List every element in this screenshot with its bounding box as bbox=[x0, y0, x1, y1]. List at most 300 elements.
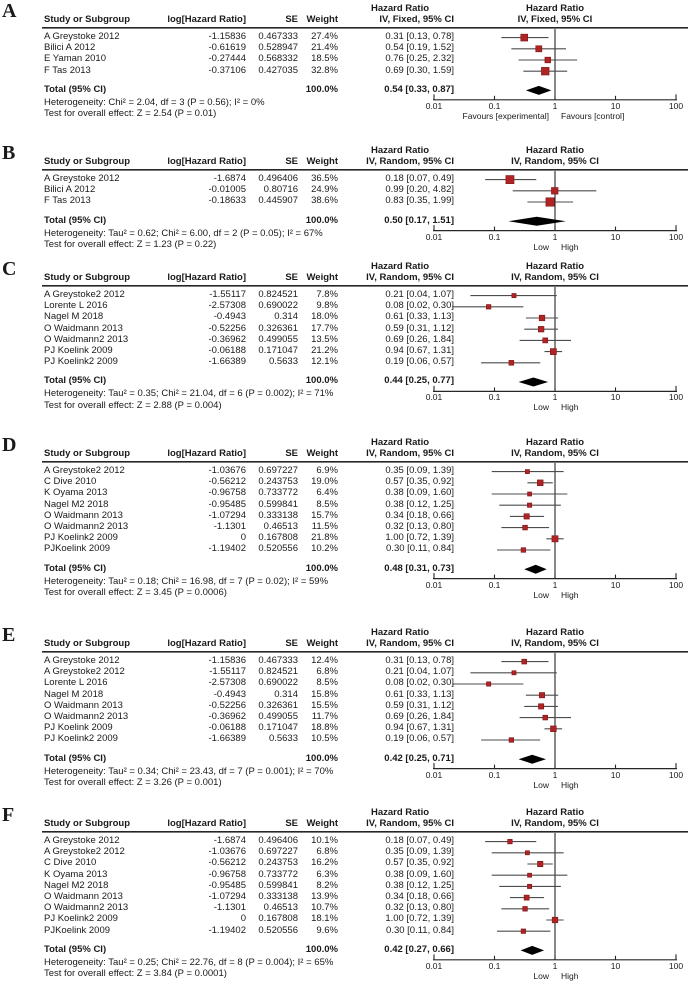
axis-caption-left: Favours [experimental] bbox=[462, 110, 549, 121]
axis-caption-right: High bbox=[561, 402, 579, 413]
total-weight: 100.0% bbox=[305, 375, 338, 387]
overall-effect-text: Test for overall effect: Z = 3.26 (P = 0.001) bbox=[44, 777, 222, 789]
total-weight: 100.0% bbox=[305, 752, 338, 764]
study-name: Nagel M 2018 bbox=[44, 311, 104, 323]
weight-value: 6.4% bbox=[316, 487, 338, 499]
axis-caption-left: Low bbox=[533, 779, 549, 790]
column-header-study: Study or Subgroup bbox=[44, 14, 131, 25]
log-hr-value: -0.56212 bbox=[208, 857, 246, 869]
weight-value: 18.5% bbox=[311, 53, 338, 65]
study-name: O Waidmann 2013 bbox=[44, 891, 123, 902]
weight-value: 6.8% bbox=[316, 666, 338, 678]
effect-square bbox=[545, 57, 551, 63]
axis-tick-label: 100 bbox=[668, 960, 684, 971]
weight-value: 32.8% bbox=[311, 64, 338, 76]
column-header-se: SE bbox=[285, 156, 298, 167]
log-hr-value: -0.01005 bbox=[208, 184, 246, 196]
column-header-study: Study or Subgroup bbox=[44, 156, 131, 167]
ci-value: 0.31 [0.13, 0.78] bbox=[385, 31, 454, 42]
axis-tick-label: 0.01 bbox=[425, 960, 443, 971]
total-diamond bbox=[519, 755, 546, 764]
heterogeneity-text: Heterogeneity: Tau² = 0.35; Chi² = 21.04, df = 6 (P = 0.002); I² = 71% bbox=[44, 388, 334, 400]
weight-value: 18.8% bbox=[311, 722, 338, 734]
ci-value: 0.35 [0.09, 1.39] bbox=[385, 465, 454, 476]
heterogeneity-text: Heterogeneity: Tau² = 0.34; Chi² = 23.43, df = 7 (P = 0.001); I² = 70% bbox=[44, 765, 334, 777]
ci-value: 0.61 [0.33, 1.13] bbox=[385, 688, 454, 700]
header-underline bbox=[42, 831, 688, 833]
column-header-loghr: log[Hazard Ratio] bbox=[167, 448, 246, 459]
weight-value: 17.7% bbox=[311, 322, 338, 334]
effect-square bbox=[521, 548, 526, 553]
log-hr-value: -0.95485 bbox=[208, 498, 246, 510]
plot-header-model: IV, Random, 95% CI bbox=[511, 818, 599, 829]
effect-square bbox=[527, 503, 531, 507]
heterogeneity-text: Heterogeneity: Tau² = 0.62; Chi² = 6.00, df = 2 (P = 0.05); I² = 67% bbox=[44, 227, 323, 239]
hazard-ratio-header: Hazard Ratio bbox=[525, 807, 585, 818]
panel-label: B bbox=[2, 142, 16, 164]
se-value: 0.243753 bbox=[258, 476, 298, 488]
se-value: 0.496406 bbox=[258, 835, 298, 846]
ci-value: 0.94 [0.67, 1.31] bbox=[385, 345, 454, 356]
ci-value: 0.59 [0.31, 1.12] bbox=[385, 322, 454, 334]
overall-effect-text: Test for overall effect: Z = 2.54 (P = 0.01) bbox=[44, 108, 217, 120]
se-value: 0.690022 bbox=[258, 677, 298, 689]
overall-effect-text: Test for overall effect: Z = 2.88 (P = 0.004) bbox=[44, 399, 222, 411]
weight-value: 6.3% bbox=[316, 868, 338, 880]
column-header-ci: IV, Random, 95% CI bbox=[366, 448, 454, 459]
overall-effect-text: Test for overall effect: Z = 3.84 (P = 0.0001) bbox=[44, 968, 227, 980]
axis-tick-label: 0.01 bbox=[425, 100, 443, 111]
weight-value: 10.7% bbox=[311, 902, 338, 914]
axis-caption-left: Low bbox=[533, 241, 549, 252]
axis-tick-label: 10 bbox=[610, 392, 621, 403]
log-hr-value: -0.36962 bbox=[208, 333, 246, 345]
ci-value: 0.69 [0.26, 1.84] bbox=[385, 711, 454, 722]
column-header-weight: Weight bbox=[306, 156, 338, 167]
log-hr-value: -1.6874 bbox=[213, 835, 246, 846]
log-hr-value: -1.66389 bbox=[208, 733, 246, 745]
heterogeneity-text: Heterogeneity: Tau² = 0.18; Chi² = 16.98, df = 7 (P = 0.02); I² = 59% bbox=[44, 575, 329, 587]
log-hr-value: -0.27444 bbox=[208, 53, 246, 65]
study-name: K Oyama 2013 bbox=[44, 487, 108, 499]
ci-value: 1.00 [0.72, 1.39] bbox=[385, 913, 454, 925]
log-hr-value: -1.07294 bbox=[208, 509, 246, 521]
heterogeneity-text: Heterogeneity: Chi² = 2.04, df = 3 (P = 0.56); I² = 0% bbox=[44, 96, 265, 108]
ci-value: 0.69 [0.30, 1.59] bbox=[385, 64, 454, 76]
axis-tick-label: 0.1 bbox=[488, 769, 501, 780]
overall-effect-text: Test for overall effect: Z = 3.45 (P = 0.0006) bbox=[44, 587, 227, 599]
panel-label: F bbox=[2, 804, 15, 826]
axis-tick-label: 0.1 bbox=[488, 579, 501, 590]
ci-value: 0.31 [0.13, 0.78] bbox=[385, 655, 454, 666]
log-hr-value: -1.1301 bbox=[213, 521, 246, 532]
study-name: F Tas 2013 bbox=[44, 195, 91, 207]
ci-value: 0.19 [0.06, 0.57] bbox=[385, 356, 454, 368]
study-name: O Waidmann2 2013 bbox=[44, 711, 129, 722]
se-value: 0.467333 bbox=[258, 31, 298, 42]
header-underline bbox=[42, 27, 688, 29]
se-value: 0.243753 bbox=[258, 857, 298, 869]
study-name: Bilici A 2012 bbox=[44, 42, 96, 54]
study-name: PJ Koelink2 2009 bbox=[44, 532, 118, 544]
total-diamond bbox=[521, 946, 544, 955]
hazard-ratio-header: Hazard Ratio bbox=[525, 145, 585, 156]
axis-tick-label: 10 bbox=[610, 231, 621, 242]
effect-square bbox=[506, 176, 514, 184]
total-ci: 0.48 [0.31, 0.73] bbox=[384, 562, 454, 574]
log-hr-value: -1.15836 bbox=[208, 655, 246, 666]
se-value: 0.568332 bbox=[258, 53, 298, 65]
total-diamond bbox=[526, 86, 551, 95]
column-header-loghr: log[Hazard Ratio] bbox=[167, 818, 246, 829]
log-hr-value: -0.96758 bbox=[208, 868, 246, 880]
study-name: PJ Koelink2 2009 bbox=[44, 356, 118, 368]
overall-effect-text: Test for overall effect: Z = 1.23 (P = 0.22) bbox=[44, 239, 217, 251]
effect-square bbox=[552, 917, 558, 923]
ci-value: 0.61 [0.33, 1.13] bbox=[385, 311, 454, 323]
total-label: Total (95% CI) bbox=[44, 943, 107, 955]
total-weight: 100.0% bbox=[305, 83, 338, 95]
hazard-ratio-header: Hazard Ratio bbox=[370, 627, 430, 638]
weight-value: 21.2% bbox=[311, 345, 338, 356]
log-hr-value: -0.52256 bbox=[208, 699, 246, 711]
plot-header-model: IV, Random, 95% CI bbox=[511, 448, 599, 459]
axis-tick-label: 100 bbox=[668, 579, 684, 590]
header-underline bbox=[42, 461, 688, 463]
total-label: Total (95% CI) bbox=[44, 83, 107, 95]
axis-tick-label: 10 bbox=[610, 579, 621, 590]
log-hr-value: -1.55117 bbox=[209, 289, 246, 300]
ci-value: 0.59 [0.31, 1.12] bbox=[385, 699, 454, 711]
ci-value: 0.18 [0.07, 0.49] bbox=[385, 173, 454, 184]
effect-square bbox=[546, 198, 554, 206]
se-value: 0.496406 bbox=[258, 173, 298, 184]
weight-value: 11.5% bbox=[311, 521, 338, 532]
log-hr-value: -1.19402 bbox=[208, 543, 246, 555]
weight-value: 8.5% bbox=[316, 498, 338, 510]
total-ci: 0.50 [0.17, 1.51] bbox=[384, 214, 454, 226]
header-underline bbox=[42, 651, 688, 653]
axis-tick-label: 0.01 bbox=[425, 769, 443, 780]
effect-square bbox=[525, 851, 529, 855]
hazard-ratio-header: Hazard Ratio bbox=[370, 3, 430, 14]
study-name: PJ Koelink 2009 bbox=[44, 722, 113, 734]
weight-value: 27.4% bbox=[311, 31, 338, 42]
panel-label: D bbox=[2, 434, 17, 456]
effect-square bbox=[524, 895, 529, 900]
axis-tick-label: 0.1 bbox=[488, 392, 501, 403]
weight-value: 38.6% bbox=[311, 195, 338, 207]
axis-tick-label: 100 bbox=[668, 100, 684, 111]
effect-square bbox=[528, 492, 532, 496]
se-value: 0.697227 bbox=[258, 846, 298, 858]
study-name: O Waidmann2 2013 bbox=[44, 333, 129, 345]
panel-label: C bbox=[2, 258, 17, 280]
effect-square bbox=[508, 839, 513, 844]
se-value: 0.80716 bbox=[263, 184, 298, 196]
se-value: 0.46513 bbox=[263, 902, 298, 914]
effect-square bbox=[539, 693, 544, 698]
weight-value: 7.8% bbox=[316, 289, 338, 300]
se-value: 0.167808 bbox=[258, 532, 298, 544]
se-value: 0.697227 bbox=[258, 465, 298, 476]
se-value: 0.167808 bbox=[258, 913, 298, 925]
log-hr-value: -1.03676 bbox=[208, 846, 246, 858]
ci-value: 0.19 [0.06, 0.57] bbox=[385, 733, 454, 745]
se-value: 0.171047 bbox=[258, 345, 298, 356]
axis-tick-label: 0.01 bbox=[425, 579, 443, 590]
axis-tick-label: 0.01 bbox=[425, 231, 443, 242]
hazard-ratio-header: Hazard Ratio bbox=[525, 627, 585, 638]
ci-value: 0.99 [0.20, 4.82] bbox=[385, 184, 454, 196]
weight-value: 6.9% bbox=[316, 465, 338, 476]
ci-value: 0.32 [0.13, 0.80] bbox=[385, 521, 454, 532]
effect-square bbox=[521, 34, 528, 41]
axis-tick-label: 10 bbox=[610, 960, 621, 971]
axis-caption-left: Low bbox=[533, 970, 549, 981]
se-value: 0.520556 bbox=[258, 924, 298, 936]
ci-value: 1.00 [0.72, 1.39] bbox=[385, 532, 454, 544]
se-value: 0.528947 bbox=[258, 42, 298, 54]
study-name: A Greystoke 2012 bbox=[44, 835, 120, 846]
total-ci: 0.42 [0.25, 0.71] bbox=[384, 752, 454, 764]
column-header-study: Study or Subgroup bbox=[44, 448, 131, 459]
total-weight: 100.0% bbox=[305, 562, 338, 574]
effect-square bbox=[552, 536, 558, 542]
se-value: 0.445907 bbox=[258, 195, 298, 207]
hazard-ratio-header: Hazard Ratio bbox=[370, 261, 430, 272]
se-value: 0.520556 bbox=[258, 543, 298, 555]
log-hr-value: -0.4943 bbox=[213, 311, 246, 323]
column-header-se: SE bbox=[285, 818, 298, 829]
axis-tick-label: 0.1 bbox=[488, 231, 501, 242]
log-hr-value: -0.18633 bbox=[208, 195, 246, 207]
log-hr-value: -2.57308 bbox=[208, 677, 246, 689]
log-hr-value: -0.37106 bbox=[208, 64, 246, 76]
weight-value: 24.9% bbox=[311, 184, 338, 196]
study-name: Bilici A 2012 bbox=[44, 184, 96, 196]
axis-tick-label: 1 bbox=[552, 100, 558, 111]
panel-label: A bbox=[2, 0, 17, 22]
se-value: 0.326361 bbox=[258, 699, 298, 711]
weight-value: 15.7% bbox=[311, 509, 338, 521]
weight-value: 11.7% bbox=[311, 711, 338, 722]
study-name: Nagel M 2018 bbox=[44, 688, 104, 700]
se-value: 0.326361 bbox=[258, 322, 298, 334]
effect-square bbox=[538, 326, 544, 332]
weight-value: 10.1% bbox=[311, 835, 338, 846]
ci-value: 0.94 [0.67, 1.31] bbox=[385, 722, 454, 734]
effect-square bbox=[509, 738, 514, 743]
study-name: A Greystoke2 2012 bbox=[44, 289, 125, 300]
hazard-ratio-header: Hazard Ratio bbox=[370, 145, 430, 156]
ci-value: 0.32 [0.13, 0.80] bbox=[385, 902, 454, 914]
effect-square bbox=[525, 470, 529, 474]
column-header-weight: Weight bbox=[306, 272, 338, 283]
column-header-weight: Weight bbox=[306, 14, 338, 25]
study-name: A Greystoke 2012 bbox=[44, 173, 120, 184]
column-header-study: Study or Subgroup bbox=[44, 818, 131, 829]
se-value: 0.467333 bbox=[258, 655, 298, 666]
axis-tick-label: 1 bbox=[552, 960, 558, 971]
axis-tick-label: 1 bbox=[552, 392, 558, 403]
column-header-ci: IV, Random, 95% CI bbox=[366, 638, 454, 649]
total-ci: 0.42 [0.27, 0.66] bbox=[384, 943, 454, 955]
study-name: E Yaman 2010 bbox=[44, 53, 106, 65]
weight-value: 6.8% bbox=[316, 846, 338, 858]
log-hr-value: -0.06188 bbox=[208, 345, 246, 356]
ci-value: 0.57 [0.35, 0.92] bbox=[385, 476, 454, 488]
total-weight: 100.0% bbox=[305, 214, 338, 226]
se-value: 0.499055 bbox=[258, 711, 298, 722]
column-header-weight: Weight bbox=[306, 818, 338, 829]
weight-value: 36.5% bbox=[311, 173, 338, 184]
ci-value: 0.57 [0.35, 0.92] bbox=[385, 857, 454, 869]
column-header-ci: IV, Random, 95% CI bbox=[366, 272, 454, 283]
log-hr-value: 0 bbox=[240, 532, 246, 544]
log-hr-value: -1.1301 bbox=[213, 902, 246, 914]
column-header-ci: IV, Fixed, 95% CI bbox=[379, 14, 454, 25]
ci-value: 0.34 [0.18, 0.66] bbox=[385, 509, 454, 521]
log-hr-value: 0 bbox=[240, 913, 246, 925]
effect-square bbox=[521, 929, 525, 933]
axis-caption-right: High bbox=[561, 970, 579, 981]
se-value: 0.824521 bbox=[258, 289, 298, 300]
effect-square bbox=[523, 906, 528, 911]
column-header-se: SE bbox=[285, 448, 298, 459]
study-name: A Greystoke2 2012 bbox=[44, 846, 125, 858]
plot-header-model: IV, Random, 95% CI bbox=[511, 638, 599, 649]
study-name: A Greystoke2 2012 bbox=[44, 666, 125, 678]
ci-value: 0.38 [0.12, 1.25] bbox=[385, 498, 454, 510]
column-header-se: SE bbox=[285, 14, 298, 25]
hazard-ratio-header: Hazard Ratio bbox=[525, 437, 585, 448]
effect-square bbox=[527, 884, 531, 888]
study-name: A Greystoke 2012 bbox=[44, 31, 120, 42]
ci-value: 0.08 [0.02, 0.30] bbox=[385, 677, 454, 689]
column-header-ci: IV, Random, 95% CI bbox=[366, 818, 454, 829]
weight-value: 12.4% bbox=[311, 655, 338, 666]
se-value: 0.427035 bbox=[258, 64, 298, 76]
weight-value: 21.4% bbox=[311, 42, 338, 54]
column-header-ci: IV, Random, 95% CI bbox=[366, 156, 454, 167]
ci-value: 0.35 [0.09, 1.39] bbox=[385, 846, 454, 858]
panel-B bbox=[0, 142, 691, 258]
column-header-loghr: log[Hazard Ratio] bbox=[167, 272, 246, 283]
ci-value: 0.83 [0.35, 1.99] bbox=[385, 195, 454, 207]
ci-value: 0.18 [0.07, 0.49] bbox=[385, 835, 454, 846]
hazard-ratio-header: Hazard Ratio bbox=[370, 807, 430, 818]
log-hr-value: -2.57308 bbox=[208, 300, 246, 312]
weight-value: 21.8% bbox=[311, 532, 338, 544]
total-diamond bbox=[519, 378, 549, 387]
study-name: Nagel M2 2018 bbox=[44, 498, 109, 510]
study-name: PJ Koelink 2009 bbox=[44, 345, 113, 356]
weight-value: 15.5% bbox=[311, 699, 338, 711]
se-value: 0.599841 bbox=[258, 498, 298, 510]
axis-caption-right: High bbox=[561, 779, 579, 790]
study-name: O Waidmann 2013 bbox=[44, 509, 123, 521]
se-value: 0.46513 bbox=[263, 521, 298, 532]
weight-value: 13.5% bbox=[311, 333, 338, 345]
log-hr-value: -0.95485 bbox=[208, 879, 246, 891]
effect-square bbox=[538, 704, 543, 709]
study-name: C Dive 2010 bbox=[44, 857, 97, 869]
column-header-loghr: log[Hazard Ratio] bbox=[167, 156, 246, 167]
study-name: C Dive 2010 bbox=[44, 476, 97, 488]
se-value: 0.171047 bbox=[258, 722, 298, 734]
total-label: Total (95% CI) bbox=[44, 375, 107, 387]
column-header-weight: Weight bbox=[306, 448, 338, 459]
study-name: O Waidmann 2013 bbox=[44, 699, 123, 711]
header-underline bbox=[42, 169, 688, 171]
study-name: PJKoelink 2009 bbox=[44, 543, 111, 555]
axis-tick-label: 0.1 bbox=[488, 100, 501, 111]
study-name: PJ Koelink2 2009 bbox=[44, 913, 118, 925]
heterogeneity-text: Heterogeneity: Tau² = 0.25; Chi² = 22.76, df = 8 (P = 0.004); I² = 65% bbox=[44, 956, 334, 968]
effect-square bbox=[543, 715, 548, 720]
se-value: 0.499055 bbox=[258, 333, 298, 345]
weight-value: 10.2% bbox=[311, 543, 338, 555]
total-label: Total (95% CI) bbox=[44, 214, 107, 226]
panel-A bbox=[0, 0, 691, 127]
total-ci: 0.54 [0.33, 0.87] bbox=[384, 83, 454, 95]
total-label: Total (95% CI) bbox=[44, 562, 107, 574]
plot-header-model: IV, Fixed, 95% CI bbox=[517, 14, 593, 25]
hazard-ratio-header: Hazard Ratio bbox=[525, 261, 585, 272]
axis-tick-label: 100 bbox=[668, 392, 684, 403]
log-hr-value: -1.03676 bbox=[208, 465, 246, 476]
panel-C bbox=[0, 258, 691, 418]
column-header-weight: Weight bbox=[306, 638, 338, 649]
weight-value: 9.6% bbox=[316, 924, 338, 936]
study-name: PJ Koelink2 2009 bbox=[44, 733, 118, 745]
weight-value: 18.0% bbox=[311, 311, 338, 323]
weight-value: 15.8% bbox=[311, 688, 338, 700]
axis-tick-label: 1 bbox=[552, 231, 558, 242]
ci-value: 0.38 [0.09, 1.60] bbox=[385, 487, 454, 499]
ci-value: 0.21 [0.04, 1.07] bbox=[385, 666, 454, 678]
total-ci: 0.44 [0.25, 0.77] bbox=[384, 375, 454, 387]
axis-tick-label: 100 bbox=[668, 231, 684, 242]
plot-header-model: IV, Random, 95% CI bbox=[511, 272, 599, 283]
log-hr-value: -0.56212 bbox=[208, 476, 246, 488]
study-name: Lorente L 2016 bbox=[44, 300, 108, 312]
effect-square bbox=[541, 67, 549, 75]
ci-value: 0.69 [0.26, 1.84] bbox=[385, 333, 454, 345]
log-hr-value: -0.61619 bbox=[208, 42, 246, 54]
se-value: 0.314 bbox=[274, 688, 298, 700]
weight-value: 16.2% bbox=[311, 857, 338, 869]
weight-value: 12.1% bbox=[311, 356, 338, 368]
column-header-se: SE bbox=[285, 272, 298, 283]
se-value: 0.5633 bbox=[268, 733, 298, 745]
total-diamond bbox=[508, 217, 565, 226]
study-name: Lorente L 2016 bbox=[44, 677, 108, 689]
total-label: Total (95% CI) bbox=[44, 752, 107, 764]
log-hr-value: -1.07294 bbox=[208, 891, 246, 902]
column-header-loghr: log[Hazard Ratio] bbox=[167, 638, 246, 649]
axis-caption-right: High bbox=[561, 589, 579, 600]
study-name: O Waidmann 2013 bbox=[44, 322, 123, 334]
study-name: A Greystoke2 2012 bbox=[44, 465, 125, 476]
ci-value: 0.38 [0.09, 1.60] bbox=[385, 868, 454, 880]
se-value: 0.599841 bbox=[258, 879, 298, 891]
plot-header-model: IV, Random, 95% CI bbox=[511, 156, 599, 167]
ci-value: 0.08 [0.02, 0.30] bbox=[385, 300, 454, 312]
ci-value: 0.30 [0.11, 0.84] bbox=[386, 924, 454, 936]
effect-square bbox=[551, 188, 558, 195]
